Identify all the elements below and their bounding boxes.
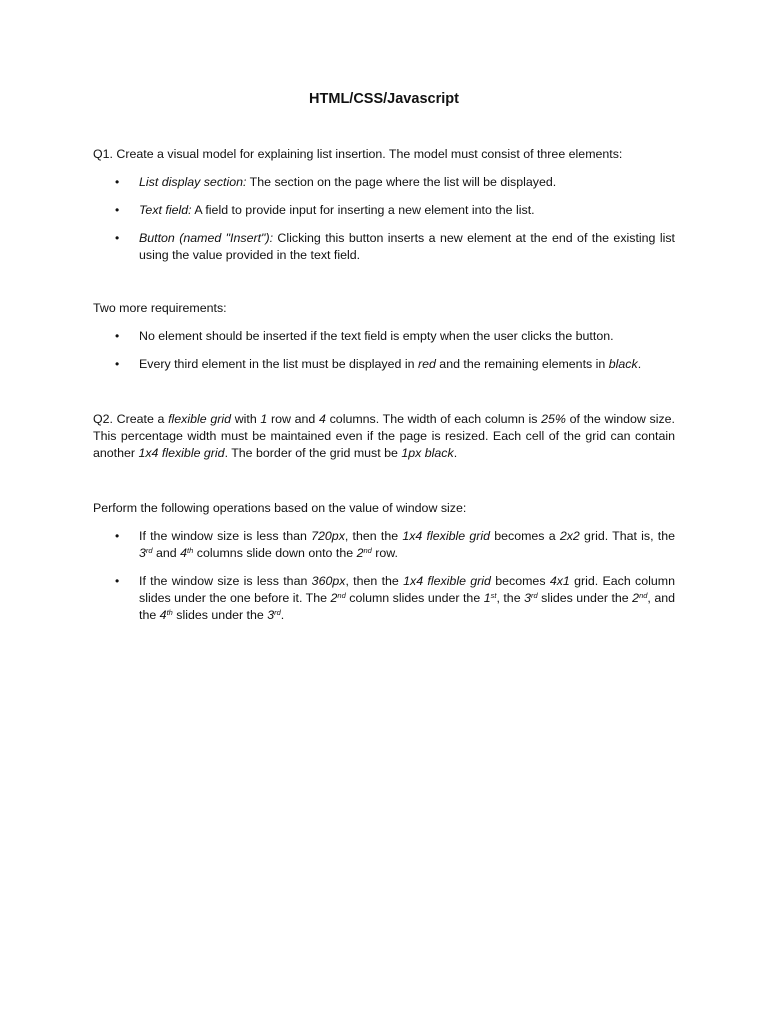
emphasis: 1x4 flexible grid	[138, 446, 225, 460]
text-run: , then the	[344, 529, 403, 543]
text-run: . The border of the grid must be	[224, 446, 402, 460]
q2-paragraph	[93, 411, 675, 462]
operation-720px	[139, 528, 675, 562]
emphasis: 3	[524, 591, 531, 605]
bullet-marker: •	[115, 203, 120, 217]
bullet-marker: •	[115, 231, 120, 245]
emphasis: 3	[139, 546, 146, 560]
emphasis: 4x1	[549, 574, 570, 588]
emphasis: 1px black	[401, 446, 454, 460]
emphasis: 360px	[311, 574, 346, 588]
ordinal-suffix: nd	[337, 591, 346, 600]
text-run: .	[637, 357, 642, 371]
ordinal-suffix: rd	[530, 591, 538, 600]
emphasis-black: black	[608, 357, 638, 371]
q1-item-list-display	[139, 174, 675, 191]
q1-item-text-field	[139, 202, 675, 219]
text-run: grid. Each column slides under the one before it. The	[139, 574, 675, 605]
text-run: row and	[267, 412, 320, 426]
emphasis: 4	[319, 412, 326, 426]
q1-item-text: A field to provide input for inserting a new element into the list.	[191, 203, 535, 217]
ordinal-suffix: st	[490, 591, 497, 600]
q1-item-text: Clicking this button inserts a new element at the end of the existing list using the value provided in the text field.	[139, 231, 675, 262]
operations-intro: Perform the following operations based on the value of window size:	[93, 501, 467, 515]
text-run: slides under the	[537, 591, 633, 605]
text-run: , the	[496, 591, 525, 605]
text-run: becomes	[490, 574, 550, 588]
text-run: slides under the	[172, 608, 268, 622]
emphasis: 1x4 flexible grid	[403, 574, 491, 588]
emphasis: 3	[267, 608, 275, 622]
emphasis-red: red	[417, 357, 436, 371]
text-run: .	[280, 608, 285, 622]
text-run: If the window size is less than	[139, 574, 312, 588]
emphasis: 2	[356, 546, 364, 560]
emphasis: 1	[260, 412, 268, 426]
text-run: .	[453, 446, 458, 460]
text-run: becomes a	[490, 529, 560, 543]
text-run: If the window size is less than	[139, 529, 312, 543]
q1-item-term: Text field:	[139, 203, 192, 217]
q1-item-text: The section on the page where the list will be displayed.	[246, 175, 557, 189]
emphasis: flexible grid	[168, 412, 232, 426]
ordinal-suffix: th	[166, 608, 173, 617]
emphasis: 4	[159, 608, 167, 622]
text-run: of the window size. This percentage width must be maintained even if the page is resized. Each cell of the grid can contain another	[93, 412, 675, 460]
operation-360px	[139, 573, 675, 624]
emphasis: 2	[632, 591, 640, 605]
text-run: and	[152, 546, 181, 560]
bullet-marker: •	[115, 357, 120, 371]
ordinal-suffix: nd	[639, 591, 648, 600]
emphasis: 1	[483, 591, 491, 605]
emphasis: 2	[330, 591, 338, 605]
text-run: column slides under the	[345, 591, 484, 605]
ordinal-suffix: rd	[274, 608, 281, 617]
text-run: , then the	[345, 574, 404, 588]
text-run: , and the	[139, 591, 675, 622]
text-run: row.	[371, 546, 398, 560]
text-run: columns slide down onto the	[193, 546, 357, 560]
q1-intro: Q1. Create a visual model for explaining list insertion. The model must consist of three elements:	[93, 147, 623, 161]
ordinal-suffix: rd	[145, 546, 153, 555]
ordinal-suffix: th	[187, 546, 194, 555]
q1-item-term: List display section:	[139, 175, 247, 189]
bullet-marker: •	[115, 574, 120, 588]
text-run: Every third element in the list must be displayed in	[139, 357, 418, 371]
emphasis: 25%	[541, 412, 566, 426]
q1-item-term: Button (named "Insert"):	[139, 231, 274, 245]
ordinal-suffix: nd	[363, 546, 372, 555]
bullet-marker: •	[115, 529, 120, 543]
text-run: and the remaining elements in	[435, 357, 609, 371]
text-run: columns. The width of each column is	[325, 412, 542, 426]
q1-item-button	[139, 230, 675, 264]
page-title: HTML/CSS/Javascript	[309, 91, 459, 107]
bullet-marker: •	[115, 329, 120, 343]
text-run: Q2. Create a	[93, 412, 169, 426]
text-run: grid. That is, the	[579, 529, 676, 543]
requirement-empty-field: No element should be inserted if the text field is empty when the user clicks the button.	[139, 329, 614, 343]
requirements-intro: Two more requirements:	[93, 301, 227, 315]
bullet-marker: •	[115, 175, 120, 189]
emphasis: 720px	[311, 529, 345, 543]
requirement-colors	[139, 356, 675, 373]
emphasis: 4	[180, 546, 188, 560]
emphasis: 1x4 flexible grid	[402, 529, 490, 543]
text-run: with	[231, 412, 261, 426]
emphasis: 2x2	[559, 529, 580, 543]
